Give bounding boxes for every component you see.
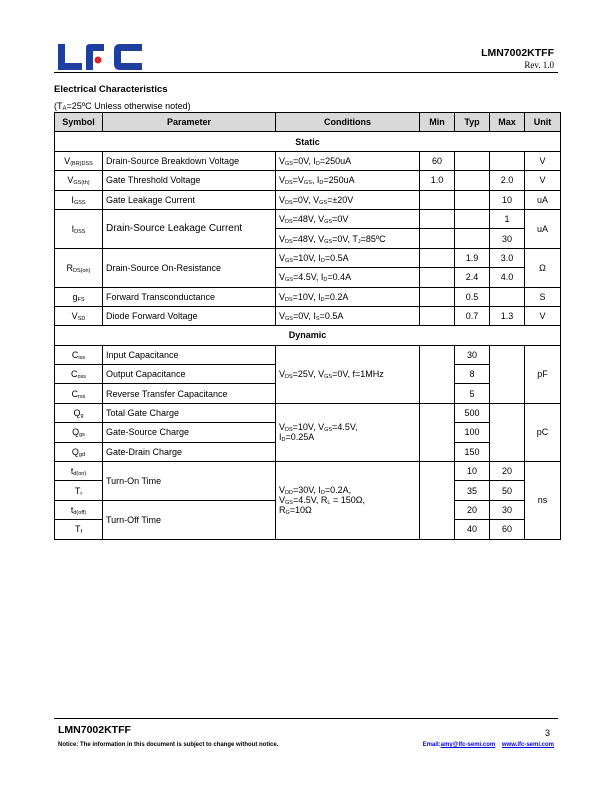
col-parameter: Parameter [103,113,276,132]
symbol-cell: $T_f$ [55,520,103,539]
table-row [55,190,561,209]
min-cell [420,229,455,248]
parameter-cell: Gate Threshold Voltage [103,171,276,190]
typ-cell [455,171,490,190]
min-cell: 1.0 [420,171,455,190]
max-cell: 30 [490,500,525,519]
parameter-cell: Gate Leakage Current [103,190,276,209]
symbol-cell: $V_{(BR)DSS}$ [55,151,103,170]
dynamic-section-label: Dynamic [55,326,561,345]
unit-cell: V [525,151,561,170]
max-cell [490,287,525,306]
footer-divider [54,718,558,719]
typ-cell: 10 [455,462,490,481]
unit-cell: S [525,287,561,306]
max-cell: 2.0 [490,171,525,190]
col-min: Min [420,113,455,132]
conditions-cell: $V_{DD}=30V$, $I_D=0.2A$, $V_{GS}=4.5V$, $R_L = 150\Omega$, $R_G=10\Omega$ [276,462,420,540]
max-cell: 3.0 [490,248,525,267]
typ-cell: 2.4 [455,268,490,287]
col-conditions: Conditions [276,113,420,132]
max-cell: 4.0 [490,268,525,287]
typ-cell [455,151,490,170]
symbol-cell: $Q_{gs}$ [55,423,103,442]
conditions-cell: $V_{DS}=48V$, $V_{GS}=0V$, $T_J=85ºC$ [276,229,420,248]
typ-cell: 500 [455,403,490,422]
unit-cell: V [525,306,561,325]
max-cell: 20 [490,462,525,481]
electrical-characteristics-table [54,112,561,540]
parameter-cell: Diode Forward Voltage [103,306,276,325]
symbol-cell: $I_{GSS}$ [55,190,103,209]
min-cell [420,268,455,287]
symbol-cell: $t_{d(on)}$ [55,462,103,481]
conditions-cell: $V_{DS}=10V$, $I_D=0.2A$ [276,287,420,306]
header-part-number: LMN7002KTFF [481,47,554,59]
footer-links [423,742,554,748]
typ-cell [455,209,490,228]
max-cell: 1 [490,209,525,228]
parameter-cell: Turn-Off Time [103,500,276,539]
parameter-cell: Drain-Source Breakdown Voltage [103,151,276,170]
min-cell [420,209,455,228]
min-cell [420,306,455,325]
typ-cell: 8 [455,365,490,384]
parameter-cell: Drain-Source On-Resistance [103,248,276,287]
parameter-cell: Drain-Source Leakage Current [103,209,276,248]
min-cell [420,345,455,403]
header-revision: Rev. 1.0 [524,60,554,70]
unit-cell: Ω [525,248,561,287]
table-row [55,462,561,481]
conditions-cell: $V_{DS}=10V$, $V_{GS}=4.5V$, $I_D=0.25A$ [276,403,420,461]
table-row [55,151,561,170]
symbol-cell: $C_{oss}$ [55,365,103,384]
section-title: Electrical Characteristics [54,84,168,95]
symbol-cell: $g_{FS}$ [55,287,103,306]
email-label: Email: [422,742,441,748]
table-row [55,248,561,267]
parameter-cell: Input Capacitance [103,345,276,364]
col-max: Max [490,113,525,132]
typ-cell: 20 [455,500,490,519]
max-cell [490,345,525,403]
table-row [55,403,561,422]
email-link[interactable]: amy@lfc-semi.com [440,742,496,748]
max-cell: 50 [490,481,525,500]
symbol-cell: $R_{DS(on)}$ [55,248,103,287]
footer-part-number: LMN7002KTFF [58,724,131,736]
lfc-logo [58,44,142,70]
typ-cell: 0.5 [455,287,490,306]
unit-cell: pC [525,403,561,461]
parameter-cell: Gate-Drain Charge [103,442,276,461]
typ-cell: 5 [455,384,490,403]
symbol-cell: $Q_{gd}$ [55,442,103,461]
typ-cell: 30 [455,345,490,364]
conditions-cell: $V_{GS}=10V$, $I_D=0.5A$ [276,248,420,267]
col-unit: Unit [525,113,561,132]
parameter-cell: Reverse Transfer Capacitance [103,384,276,403]
min-cell [420,248,455,267]
unit-cell: pF [525,345,561,403]
conditions-cell: $V_{DS}=0V$, $V_{GS}=\pm 20V$ [276,190,420,209]
max-cell: 10 [490,190,525,209]
parameter-cell: Forward Transconductance [103,287,276,306]
section-note: ($T_A=25ºC$ Unless otherwise noted) [54,101,191,112]
min-cell [420,462,455,540]
min-cell [420,287,455,306]
min-cell [420,190,455,209]
table-header-row [55,113,561,132]
max-cell: 1.3 [490,306,525,325]
parameter-cell: Output Capacitance [103,365,276,384]
symbol-cell: $C_{rss}$ [55,384,103,403]
parameter-cell: Gate-Source Charge [103,423,276,442]
header-divider [54,72,558,73]
table-row [55,209,561,228]
table-row [55,306,561,325]
symbol-cell: $T_r$ [55,481,103,500]
unit-cell: uA [525,190,561,209]
conditions-cell: $V_{GS}=0V$, $I_S=0.5A$ [276,306,420,325]
footer-notice: Notice: The information in this document is subject to change without notice. [58,742,279,748]
parameter-cell: Total Gate Charge [103,403,276,422]
symbol-cell: $V_{GS(th)}$ [55,171,103,190]
unit-cell: uA [525,209,561,248]
min-cell: 60 [420,151,455,170]
symbol-cell: $Q_g$ [55,403,103,422]
static-section-label: Static [55,132,561,151]
max-cell [490,151,525,170]
conditions-cell: $V_{DS}=25V$, $V_{GS}=0V$, f=1MHz [276,345,420,403]
symbol-cell: $t_{d(off)}$ [55,500,103,519]
typ-cell: 100 [455,423,490,442]
typ-cell [455,229,490,248]
page-number: 3 [544,728,550,738]
symbol-cell: $I_{DSS}$ [55,209,103,248]
unit-cell: ns [525,462,561,540]
max-cell: 30 [490,229,525,248]
max-cell: 60 [490,520,525,539]
conditions-cell: $V_{DS}=V_{GS}$, $I_D=250uA$ [276,171,420,190]
conditions-cell: $V_{GS}=0V$, $I_D=250uA$ [276,151,420,170]
table-row [55,287,561,306]
typ-cell: 0.7 [455,306,490,325]
typ-cell: 150 [455,442,490,461]
typ-cell: 40 [455,520,490,539]
conditions-cell: $V_{DS}=48V$, $V_{GS}=0V$ [276,209,420,228]
min-cell [420,403,455,461]
conditions-cell: $V_{GS}=4.5V$, $I_D=0.4A$ [276,268,420,287]
symbol-cell: $C_{iss}$ [55,345,103,364]
symbol-cell: $V_{SD}$ [55,306,103,325]
typ-cell: 1.9 [455,248,490,267]
parameter-cell: Turn-On Time [103,462,276,501]
col-typ: Typ [455,113,490,132]
website-link[interactable]: www.lfc-semi.com [501,742,554,748]
table-row [55,171,561,190]
table-row [55,345,561,364]
col-symbol: Symbol [55,113,103,132]
typ-cell [455,190,490,209]
typ-cell: 35 [455,481,490,500]
unit-cell: V [525,171,561,190]
max-cell [490,403,525,461]
